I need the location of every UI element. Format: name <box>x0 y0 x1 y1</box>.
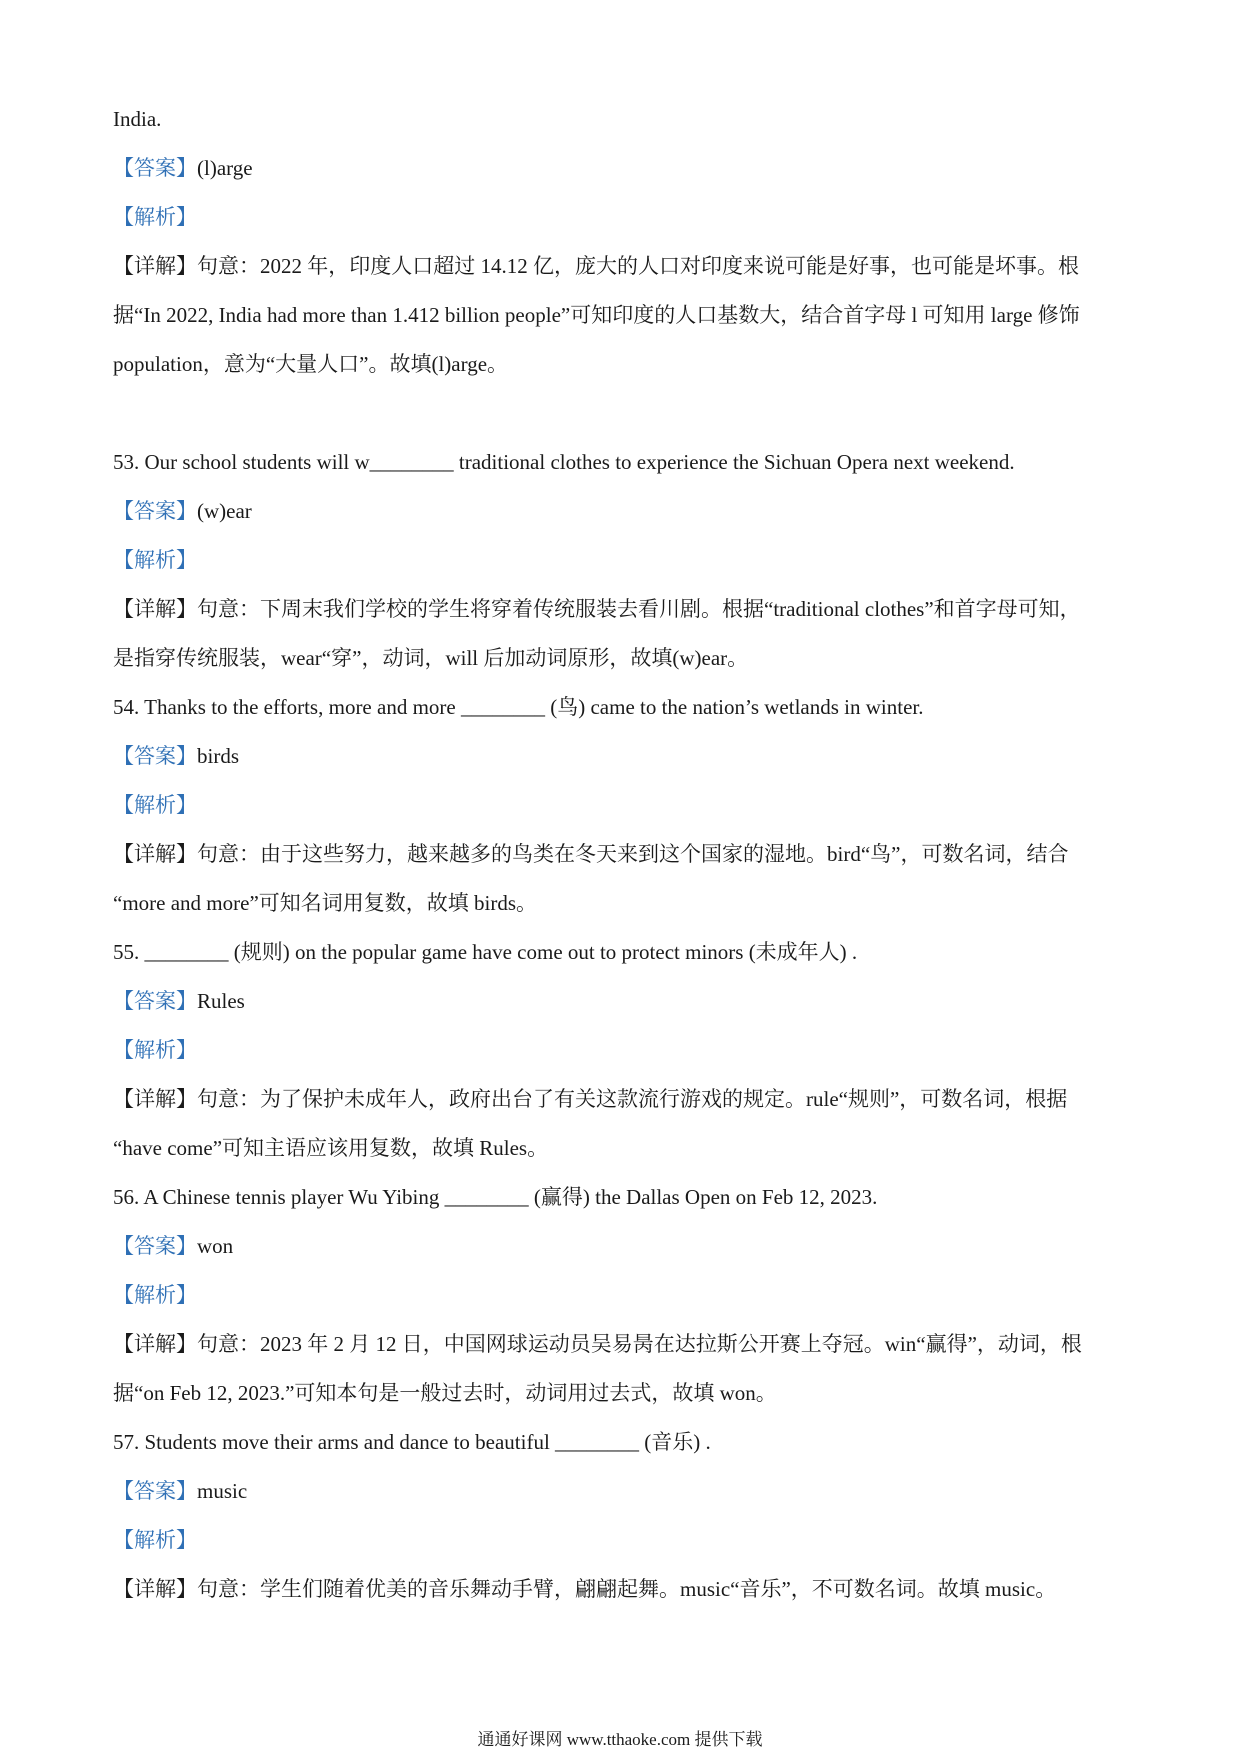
detail-line: “have come”可知主语应该用复数，故填 Rules。 <box>113 1136 549 1160</box>
detail-line: 是指穿传统服装，wear“穿”，动词，will 后加动词原形，故填(w)ear。 <box>113 646 749 670</box>
answer-line <box>113 153 1133 183</box>
page-footer: 通通好课网 www.tthaoke.com 提供下载 <box>477 1730 763 1749</box>
detail-line: 据“on Feb 12, 2023.”可知本句是一般过去时，动词用过去式，故填 won。 <box>113 1381 777 1405</box>
answer-text: music <box>197 1479 248 1503</box>
question-55: 55. ________ (规则) on the popular game have come out to protect minors (未成年人) . <box>113 940 858 964</box>
detail-line: 【详解】句意：学生们随着优美的音乐舞动手臂，翩翩起舞。music“音乐”，不可数名词。故填 music。 <box>113 1577 1057 1601</box>
detail-line: 【详解】句意：下周末我们学校的学生将穿着传统服装去看川剧。根据“traditional clothes”和首字母可知， <box>113 597 1081 621</box>
answer-text: (w)ear <box>197 499 252 523</box>
answer-text: Rules <box>197 989 245 1013</box>
analysis-label: 【解析】 <box>113 205 197 229</box>
question-56: 56. A Chinese tennis player Wu Yibing ________ (赢得) the Dallas Open on Feb 12, 2023. <box>113 1185 878 1209</box>
answer-line <box>113 1476 1133 1506</box>
detail-line: population，意为“大量人口”。故填(l)arge。 <box>113 352 509 376</box>
answer-line <box>113 1231 1133 1261</box>
detail-line: 【详解】句意：2022 年，印度人口超过 14.12 亿，庞大的人口对印度来说可能是好事，也可能是坏事。根 <box>113 254 1079 278</box>
answer-label: 【答案】 <box>113 989 197 1013</box>
question-54: 54. Thanks to the efforts, more and more ________ (鸟) came to the nation’s wetlands in winter. <box>113 695 924 719</box>
answer-label: 【答案】 <box>113 1234 197 1258</box>
analysis-label: 【解析】 <box>113 1038 197 1062</box>
answer-label: 【答案】 <box>113 1479 197 1503</box>
question-57: 57. Students move their arms and dance to beautiful ________ (音乐) . <box>113 1430 711 1454</box>
question-53: 53. Our school students will w________ traditional clothes to experience the Sichuan Opera next weekend. <box>113 450 1015 474</box>
detail-line: 【详解】句意：为了保护未成年人，政府出台了有关这款流行游戏的规定。rule“规则”，可数名词，根据 <box>113 1087 1068 1111</box>
analysis-label: 【解析】 <box>113 793 197 817</box>
answer-line <box>113 496 1133 526</box>
answer-label: 【答案】 <box>113 744 197 768</box>
answer-line <box>113 741 1133 771</box>
detail-line: 【详解】句意：2023 年 2 月 12 日，中国网球运动员吴易昺在达拉斯公开赛上夺冠。win“赢得”，动词，根 <box>113 1332 1082 1356</box>
answer-text: (l)arge <box>197 156 253 180</box>
answer-line <box>113 986 1133 1016</box>
detail-line: 据“In 2022, India had more than 1.412 billion people”可知印度的人口基数大，结合首字母 l 可知用 large 修饰 <box>113 303 1080 327</box>
answer-label: 【答案】 <box>113 499 197 523</box>
text-line: India. <box>113 107 162 131</box>
analysis-label: 【解析】 <box>113 548 197 572</box>
analysis-label: 【解析】 <box>113 1283 197 1307</box>
answer-text: birds <box>197 744 239 768</box>
detail-line: “more and more”可知名词用复数，故填 birds。 <box>113 891 538 915</box>
answer-text: won <box>197 1234 234 1258</box>
analysis-label: 【解析】 <box>113 1528 197 1552</box>
detail-line: 【详解】句意：由于这些努力，越来越多的鸟类在冬天来到这个国家的湿地。bird“鸟”，可数名词，结合 <box>113 842 1069 866</box>
answer-label: 【答案】 <box>113 156 197 180</box>
